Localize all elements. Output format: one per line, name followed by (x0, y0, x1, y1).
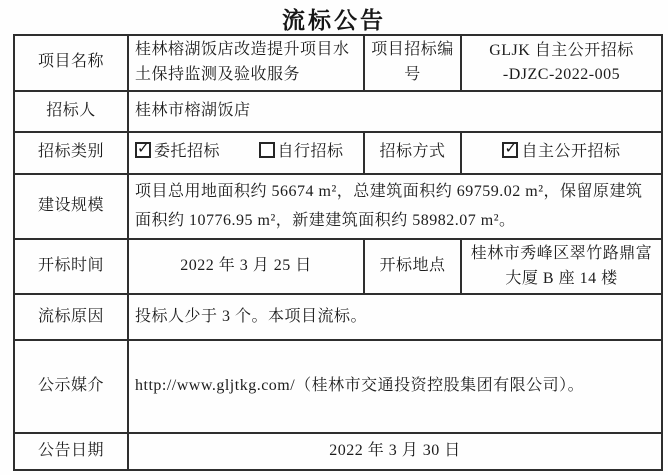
checked-checkbox-icon (502, 139, 518, 158)
bid-opening-place-value: 桂林市秀峰区翠竹路鼎富大厦 B 座 14 楼 (461, 239, 662, 295)
bid-opening-time-label: 开标时间 (14, 239, 128, 295)
row-construction-scale (14, 174, 662, 239)
self-bid-option-label: 自行招标 (277, 143, 344, 161)
bid-method-value (461, 132, 662, 174)
bid-number-label: 项目招标编号 (364, 35, 461, 91)
construction-scale-value: 项目总用地面积约 56674 m²，总建筑面积约 69759.02 m²，保留原建筑面积约 10776.95 m²，新建建筑面积约 58982.07 m²。 (128, 174, 662, 239)
row-announcement-date (14, 433, 662, 470)
bid-opening-time-value: 2022 年 3 月 25 日 (128, 239, 364, 295)
bid-category-label: 招标类别 (14, 132, 128, 174)
announcement-date-value: 2022 年 3 月 30 日 (128, 433, 662, 470)
unchecked-checkbox-icon (259, 142, 275, 158)
construction-scale-label: 建设规模 (14, 174, 128, 239)
page-title: 流标公告 (282, 8, 386, 33)
row-project-name (14, 35, 662, 91)
checked-checkbox-icon (135, 139, 151, 158)
failure-reason-value: 投标人少于 3 个。本项目流标。 (128, 294, 662, 340)
project-name-value: 桂林榕湖饭店改造提升项目水土保持监测及验收服务 (128, 35, 364, 91)
bid-number-line1: GLJK 自主公开招标 (489, 41, 634, 59)
check-mark-icon: ✓ (504, 139, 518, 158)
bid-category-options (128, 132, 364, 174)
row-bid-category (14, 132, 662, 174)
announcement-table (13, 34, 663, 471)
failure-reason-label: 流标原因 (14, 294, 128, 340)
check-mark-icon: ✓ (137, 139, 151, 158)
row-bid-opening (14, 239, 662, 295)
bid-number-value (461, 35, 662, 91)
self-bid-option (259, 143, 344, 160)
open-bid-option (502, 139, 621, 161)
row-publicity-media (14, 340, 662, 433)
announcement-date-label: 公告日期 (14, 433, 128, 470)
entrusted-bid-option-label: 委托招标 (154, 143, 221, 161)
bid-opening-place-label: 开标地点 (364, 239, 461, 295)
project-name-label: 项目名称 (14, 35, 128, 91)
row-tenderer (14, 91, 662, 132)
open-bid-option-label: 自主公开招标 (521, 143, 621, 161)
bid-number-line2: -DJZC-2022-005 (502, 65, 621, 83)
entrusted-bid-option (135, 139, 225, 161)
tenderer-value: 桂林市榕湖饭店 (128, 91, 662, 132)
tenderer-label: 招标人 (14, 91, 128, 132)
publicity-media-label: 公示媒介 (14, 340, 128, 433)
row-failure-reason (14, 294, 662, 340)
publicity-media-value: http://www.gljtkg.com/（桂林市交通投资控股集团有限公司）。 (128, 340, 662, 433)
bid-method-label: 招标方式 (364, 132, 461, 174)
